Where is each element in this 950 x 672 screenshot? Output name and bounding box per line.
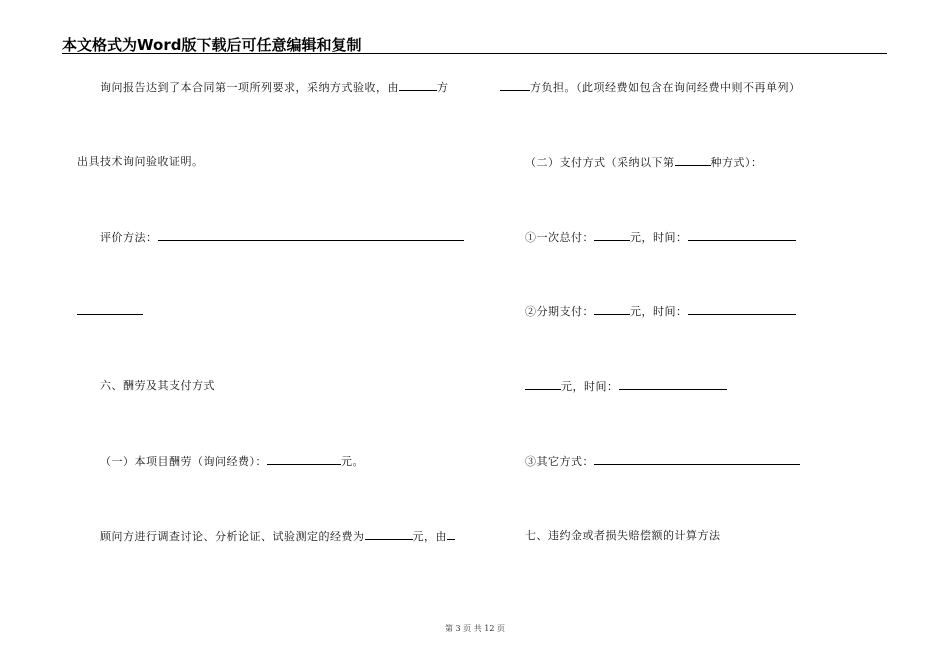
right-heading-liquidated-damages: [525, 529, 721, 543]
blank-installment-time: [688, 304, 796, 315]
left-heading-remuneration: [100, 379, 215, 393]
blank-cost-bearer: [500, 80, 530, 91]
right-paragraph-installment-second: [525, 379, 727, 394]
blank-lump-sum-amount: [594, 230, 630, 241]
left-paragraph-evaluation: [100, 230, 464, 245]
left-paragraph-fee: [100, 454, 364, 469]
right-paragraph-installment: [525, 304, 796, 319]
blank-installment-second-amount: [525, 379, 561, 390]
blank-research-cost-amount: [365, 529, 413, 540]
right-text-installment-a: ②分期支付：: [525, 305, 594, 318]
blank-lump-sum-time: [688, 230, 796, 241]
left-text-research-cost-b: 元，由: [412, 530, 447, 543]
right-paragraph-lump-sum: [525, 230, 796, 245]
blank-acceptance-party: [399, 80, 437, 91]
left-text-research-cost-a: 顾问方进行调查讨论、分析论证、试验测定的经费为: [100, 530, 365, 543]
left-paragraph-evaluation-continued: [77, 304, 143, 319]
right-text-liquidated-damages: 七、违约金或者损失赔偿额的计算方法: [525, 529, 721, 542]
right-text-payment-method-a: （二）支付方式（采纳以下第: [525, 156, 675, 169]
document-header-title: 本文格式为Word版下载后可任意编辑和复制: [62, 36, 362, 54]
right-text-lump-sum-b: 元，时间：: [630, 231, 688, 244]
left-text-fee-b: 元。: [341, 455, 364, 468]
right-text-installment-b: 元，时间：: [630, 305, 688, 318]
blank-installment-amount: [594, 304, 630, 315]
left-text-acceptance-a: 询问报告达到了本合同第一项所列要求，采纳方式验收，由: [100, 81, 399, 94]
left-paragraph-acceptance: [100, 80, 449, 95]
header-divider: [62, 53, 887, 54]
blank-evaluation-method: [158, 230, 464, 241]
left-text-fee-a: （一）本项目酬劳（询问经费）：: [100, 455, 267, 468]
blank-research-cost-party: [447, 529, 455, 540]
blank-fee-amount: [267, 454, 341, 465]
right-paragraph-cost-bearer: [500, 80, 801, 95]
left-paragraph-certificate: [77, 155, 204, 169]
left-text-evaluation-label: 评价方法：: [100, 231, 158, 244]
right-text-lump-sum-a: ①一次总付：: [525, 231, 594, 244]
blank-installment-second-time: [619, 379, 727, 390]
right-text-other-method-a: ③其它方式：: [525, 455, 594, 468]
page-number-footer: 第 3 页 共 12 页: [445, 624, 505, 633]
right-paragraph-other-method: [525, 454, 800, 469]
right-text-installment-second-b: 元，时间：: [561, 380, 619, 393]
left-text-remuneration-heading: 六、酬劳及其支付方式: [100, 379, 215, 392]
right-text-cost-bearer: 方负担。（此项经费如包含在询问经费中则不再单列）: [530, 81, 801, 94]
blank-other-method: [594, 454, 800, 465]
right-paragraph-payment-method: [525, 155, 763, 170]
blank-payment-method-choice: [675, 155, 711, 166]
left-text-certificate: 出具技术询问验收证明。: [77, 155, 204, 168]
blank-evaluation-method-continued: [77, 304, 143, 315]
left-paragraph-research-cost: [100, 529, 455, 544]
right-text-payment-method-b: 种方式）：: [710, 156, 763, 169]
left-text-acceptance-b: 方: [437, 81, 449, 94]
